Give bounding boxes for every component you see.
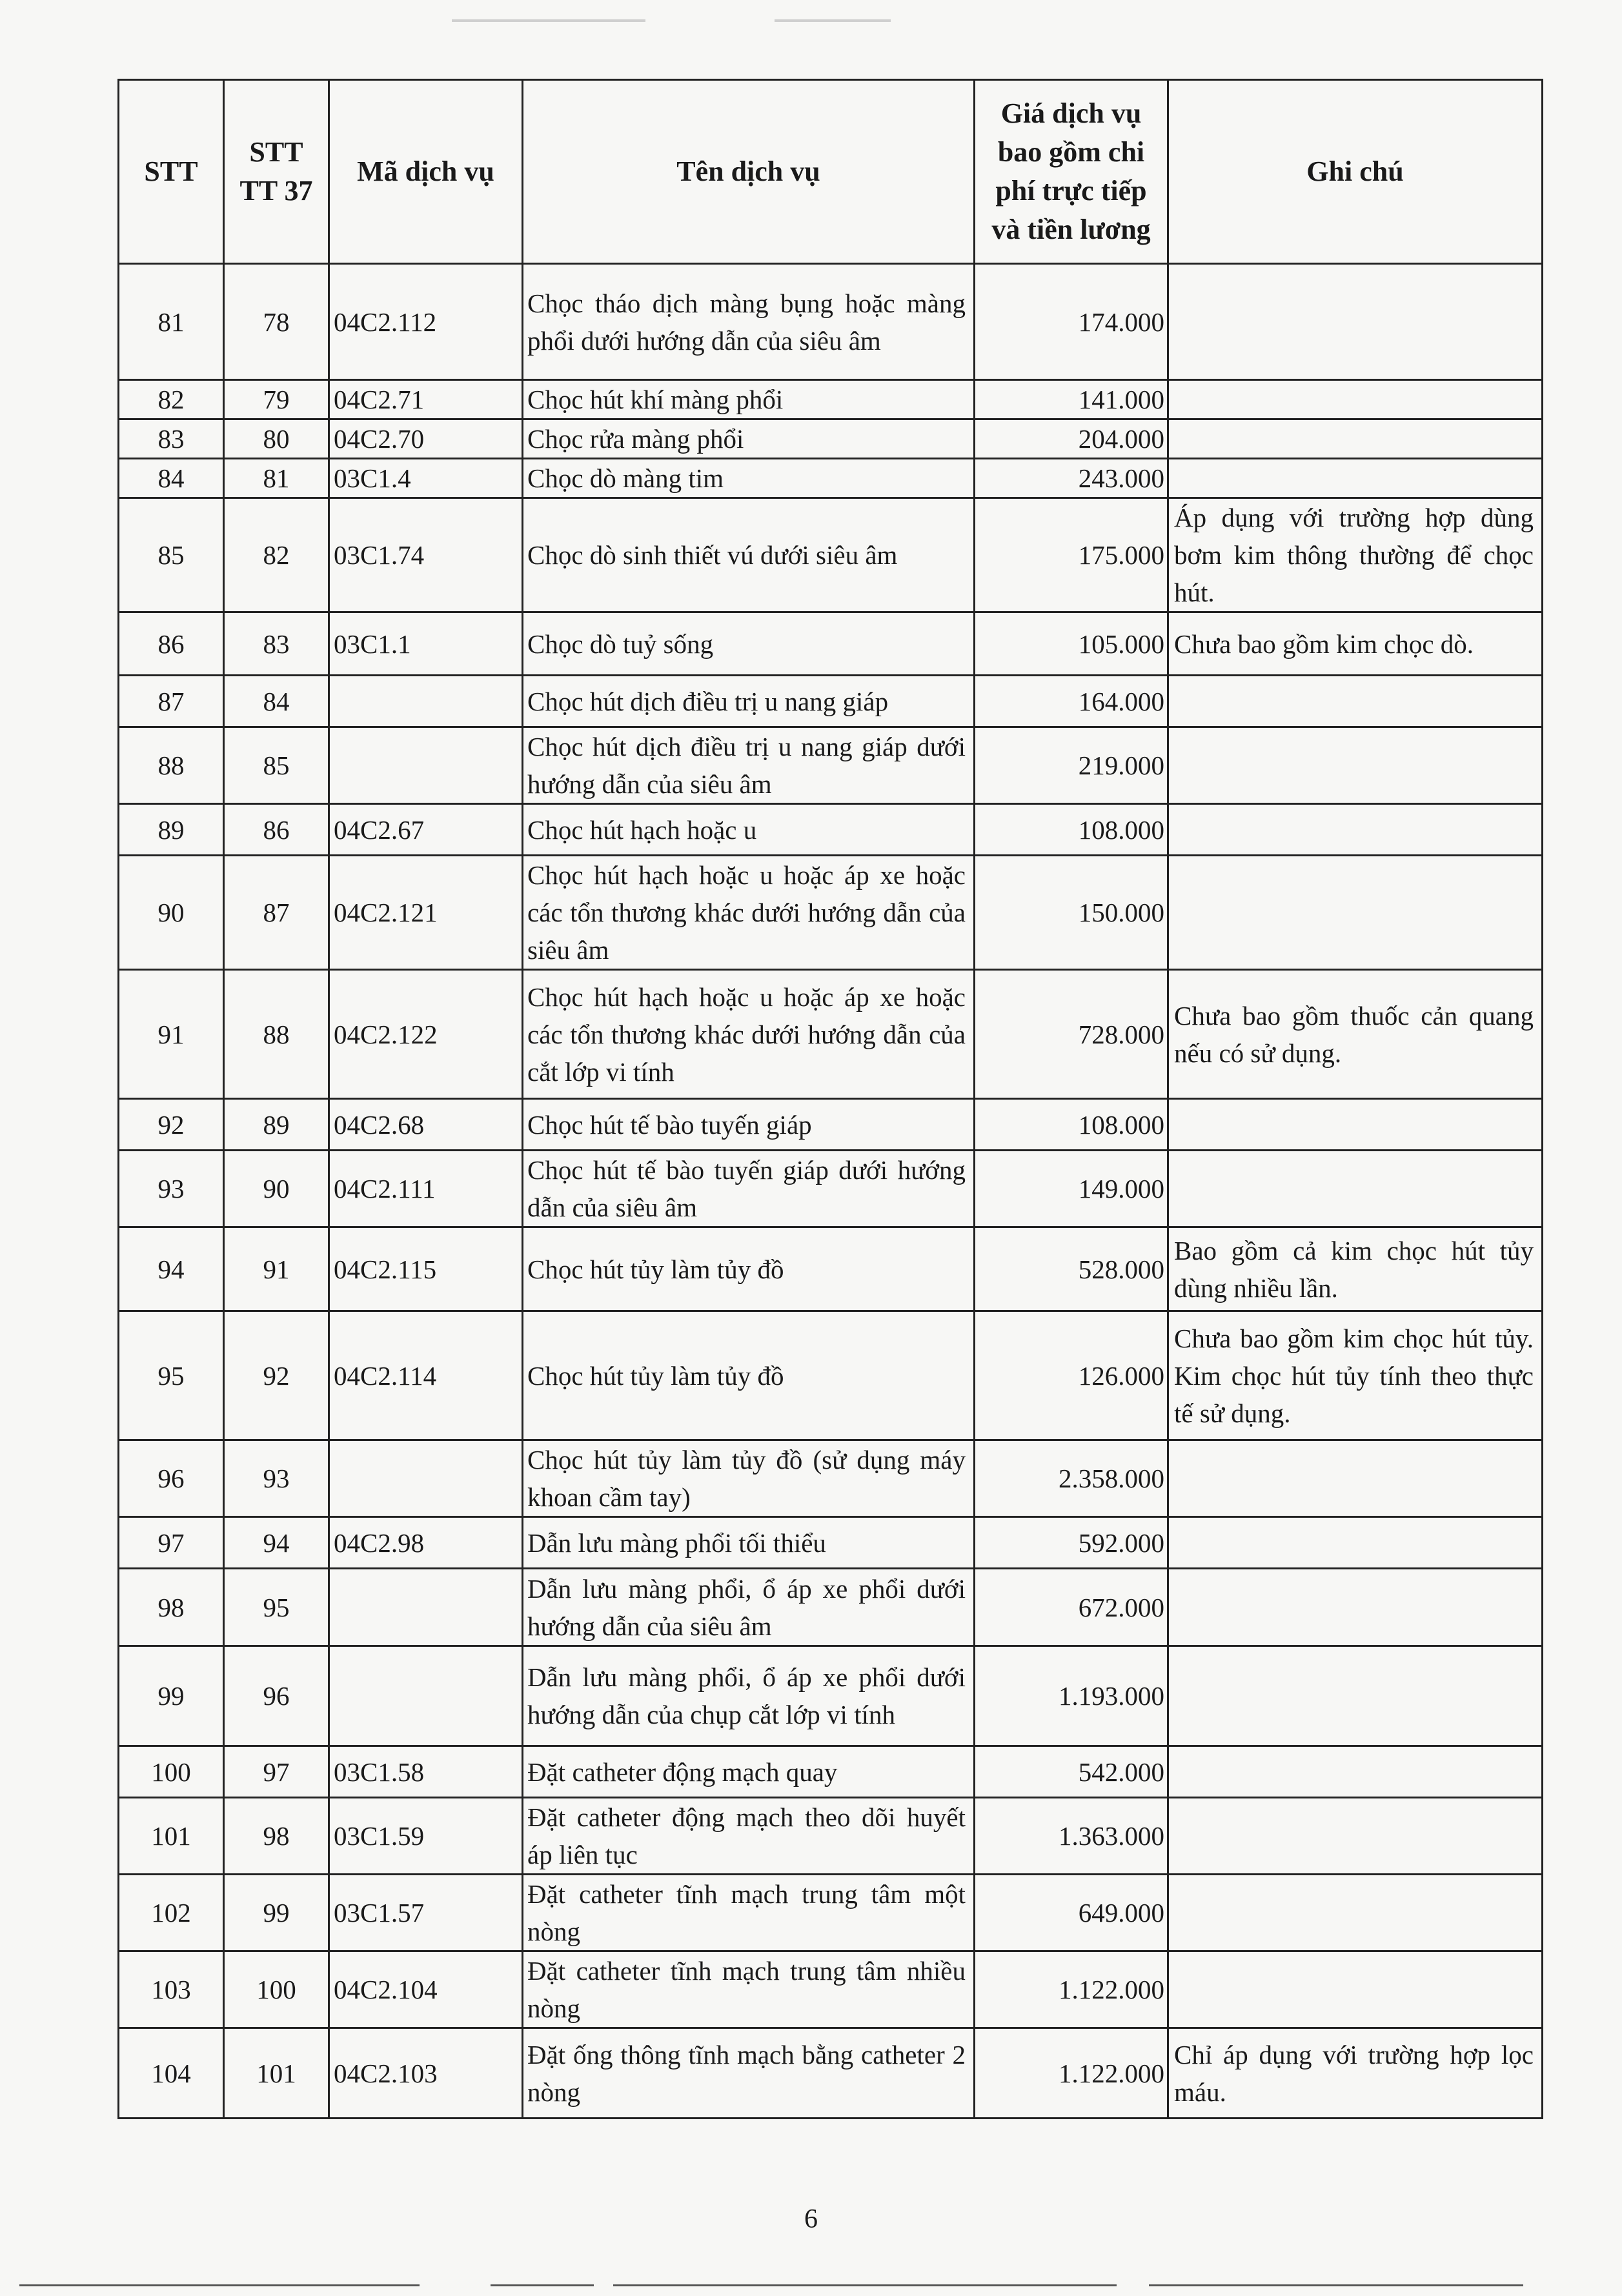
header-price: Giá dịch vụ bao gồm chi phí trực tiếp và tiền lương xyxy=(975,80,1168,264)
cell-stt-tt37: 96 xyxy=(224,1646,329,1746)
cell-price: 243.000 xyxy=(975,459,1168,498)
cell-price: 108.000 xyxy=(975,1099,1168,1151)
cell-service-name: Dẫn lưu màng phổi, ổ áp xe phổi dưới hướng dẫn của chụp cắt lớp vi tính xyxy=(523,1646,975,1746)
cell-price: 542.000 xyxy=(975,1746,1168,1798)
cell-service-name: Chọc dò sinh thiết vú dưới siêu âm xyxy=(523,498,975,612)
cell-service-code: 03C1.59 xyxy=(329,1798,523,1875)
cell-stt: 96 xyxy=(119,1440,224,1517)
table-row xyxy=(119,1311,1543,1440)
cell-service-name: Chọc hút hạch hoặc u hoặc áp xe hoặc các tổn thương khác dưới hướng dẫn của siêu âm xyxy=(523,856,975,970)
cell-price: 2.358.000 xyxy=(975,1440,1168,1517)
table-row xyxy=(119,1151,1543,1227)
cell-stt: 86 xyxy=(119,612,224,676)
cell-service-code: 04C2.71 xyxy=(329,380,523,419)
table-row xyxy=(119,1746,1543,1798)
cell-service-code: 04C2.112 xyxy=(329,264,523,380)
cell-stt: 95 xyxy=(119,1311,224,1440)
scan-artifact-top xyxy=(452,19,645,22)
footer-rule xyxy=(1149,2284,1523,2286)
table-row xyxy=(119,498,1543,612)
cell-note xyxy=(1168,1746,1543,1798)
cell-service-code xyxy=(329,676,523,727)
table-row xyxy=(119,380,1543,419)
cell-stt: 81 xyxy=(119,264,224,380)
cell-service-code: 04C2.67 xyxy=(329,804,523,856)
cell-service-name: Chọc hút tế bào tuyến giáp dưới hướng dẫn của siêu âm xyxy=(523,1151,975,1227)
cell-note xyxy=(1168,804,1543,856)
table-row xyxy=(119,2028,1543,2119)
cell-service-name: Chọc hút hạch hoặc u xyxy=(523,804,975,856)
cell-service-name: Chọc hút khí màng phổi xyxy=(523,380,975,419)
cell-price: 105.000 xyxy=(975,612,1168,676)
header-stt: STT xyxy=(119,80,224,264)
cell-note xyxy=(1168,1569,1543,1646)
table-row xyxy=(119,459,1543,498)
cell-note xyxy=(1168,419,1543,459)
cell-price: 150.000 xyxy=(975,856,1168,970)
table-row xyxy=(119,1646,1543,1746)
cell-price: 1.193.000 xyxy=(975,1646,1168,1746)
cell-note xyxy=(1168,1646,1543,1746)
cell-stt-tt37: 98 xyxy=(224,1798,329,1875)
header-service-name: Tên dịch vụ xyxy=(523,80,975,264)
cell-stt: 93 xyxy=(119,1151,224,1227)
cell-service-code: 04C2.111 xyxy=(329,1151,523,1227)
cell-note xyxy=(1168,856,1543,970)
cell-service-name: Chọc dò màng tim xyxy=(523,459,975,498)
cell-note xyxy=(1168,676,1543,727)
table-row xyxy=(119,970,1543,1099)
table-row xyxy=(119,1440,1543,1517)
cell-stt-tt37: 99 xyxy=(224,1875,329,1951)
cell-stt-tt37: 93 xyxy=(224,1440,329,1517)
cell-stt-tt37: 81 xyxy=(224,459,329,498)
cell-service-code: 04C2.115 xyxy=(329,1227,523,1311)
cell-price: 728.000 xyxy=(975,970,1168,1099)
cell-service-code: 04C2.114 xyxy=(329,1311,523,1440)
cell-note xyxy=(1168,1798,1543,1875)
cell-stt: 92 xyxy=(119,1099,224,1151)
cell-price: 1.363.000 xyxy=(975,1798,1168,1875)
table-row xyxy=(119,1099,1543,1151)
cell-service-name: Đặt ống thông tĩnh mạch bằng catheter 2 nòng xyxy=(523,2028,975,2119)
cell-stt: 90 xyxy=(119,856,224,970)
cell-stt: 82 xyxy=(119,380,224,419)
scan-artifact-top xyxy=(775,19,891,22)
cell-service-code: 04C2.98 xyxy=(329,1517,523,1569)
cell-service-code: 04C2.68 xyxy=(329,1099,523,1151)
cell-stt: 101 xyxy=(119,1798,224,1875)
table-row xyxy=(119,1798,1543,1875)
cell-service-code: 03C1.57 xyxy=(329,1875,523,1951)
cell-stt-tt37: 92 xyxy=(224,1311,329,1440)
cell-service-name: Đặt catheter tĩnh mạch trung tâm một nòng xyxy=(523,1875,975,1951)
table-row xyxy=(119,727,1543,804)
cell-note: Bao gồm cả kim chọc hút tủy dùng nhiều lần. xyxy=(1168,1227,1543,1311)
cell-service-code xyxy=(329,1440,523,1517)
cell-price: 126.000 xyxy=(975,1311,1168,1440)
cell-service-name: Chọc hút tủy làm tủy đồ xyxy=(523,1311,975,1440)
footer-rule xyxy=(491,2284,594,2286)
cell-stt-tt37: 82 xyxy=(224,498,329,612)
cell-note: Chưa bao gồm kim chọc hút tủy. Kim chọc hút tủy tính theo thực tế sử dụng. xyxy=(1168,1311,1543,1440)
cell-stt-tt37: 100 xyxy=(224,1951,329,2028)
cell-stt-tt37: 90 xyxy=(224,1151,329,1227)
cell-note xyxy=(1168,1951,1543,2028)
cell-price: 174.000 xyxy=(975,264,1168,380)
cell-note: Áp dụng với trường hợp dùng bơm kim thông thường để chọc hút. xyxy=(1168,498,1543,612)
page-number: 6 xyxy=(804,2204,818,2234)
cell-stt: 88 xyxy=(119,727,224,804)
cell-stt: 98 xyxy=(119,1569,224,1646)
cell-note: Chỉ áp dụng với trường hợp lọc máu. xyxy=(1168,2028,1543,2119)
cell-service-name: Đặt catheter động mạch theo dõi huyết áp liên tục xyxy=(523,1798,975,1875)
cell-service-name: Chọc hút tủy làm tủy đồ (sử dụng máy khoan cầm tay) xyxy=(523,1440,975,1517)
cell-service-code xyxy=(329,727,523,804)
cell-service-name: Dẫn lưu màng phổi, ổ áp xe phổi dưới hướng dẫn của siêu âm xyxy=(523,1569,975,1646)
cell-service-code: 04C2.121 xyxy=(329,856,523,970)
cell-service-name: Chọc hút tủy làm tủy đồ xyxy=(523,1227,975,1311)
cell-service-name: Chọc rửa màng phổi xyxy=(523,419,975,459)
cell-service-name: Chọc dò tuỷ sống xyxy=(523,612,975,676)
cell-stt-tt37: 101 xyxy=(224,2028,329,2119)
footer-rule xyxy=(613,2284,1117,2286)
cell-price: 149.000 xyxy=(975,1151,1168,1227)
cell-price: 164.000 xyxy=(975,676,1168,727)
cell-stt-tt37: 97 xyxy=(224,1746,329,1798)
cell-service-code: 03C1.4 xyxy=(329,459,523,498)
cell-stt: 99 xyxy=(119,1646,224,1746)
cell-stt: 87 xyxy=(119,676,224,727)
cell-stt-tt37: 95 xyxy=(224,1569,329,1646)
cell-service-code: 04C2.103 xyxy=(329,2028,523,2119)
cell-service-name: Chọc hút dịch điều trị u nang giáp dưới hướng dẫn của siêu âm xyxy=(523,727,975,804)
cell-stt-tt37: 85 xyxy=(224,727,329,804)
cell-service-name: Chọc hút dịch điều trị u nang giáp xyxy=(523,676,975,727)
cell-stt: 85 xyxy=(119,498,224,612)
header-note: Ghi chú xyxy=(1168,80,1543,264)
cell-price: 649.000 xyxy=(975,1875,1168,1951)
cell-stt-tt37: 94 xyxy=(224,1517,329,1569)
cell-service-code: 04C2.104 xyxy=(329,1951,523,2028)
cell-service-name: Chọc hút tế bào tuyến giáp xyxy=(523,1099,975,1151)
cell-price: 204.000 xyxy=(975,419,1168,459)
cell-price: 141.000 xyxy=(975,380,1168,419)
table-row xyxy=(119,856,1543,970)
header-stt-tt37: STT TT 37 xyxy=(224,80,329,264)
cell-stt-tt37: 87 xyxy=(224,856,329,970)
cell-note xyxy=(1168,264,1543,380)
cell-stt: 104 xyxy=(119,2028,224,2119)
cell-service-code xyxy=(329,1646,523,1746)
cell-service-name: Dẫn lưu màng phổi tối thiểu xyxy=(523,1517,975,1569)
cell-stt-tt37: 83 xyxy=(224,612,329,676)
table-row xyxy=(119,676,1543,727)
table-row xyxy=(119,1517,1543,1569)
cell-service-name: Chọc tháo dịch màng bụng hoặc màng phổi dưới hướng dẫn của siêu âm xyxy=(523,264,975,380)
cell-service-name: Chọc hút hạch hoặc u hoặc áp xe hoặc các tổn thương khác dưới hướng dẫn của cắt lớp vi tính xyxy=(523,970,975,1099)
table-row xyxy=(119,804,1543,856)
cell-stt-tt37: 89 xyxy=(224,1099,329,1151)
table-header-row xyxy=(119,80,1543,264)
cell-note: Chưa bao gồm kim chọc dò. xyxy=(1168,612,1543,676)
footer-rule xyxy=(19,2284,420,2286)
table-row xyxy=(119,1875,1543,1951)
cell-stt: 83 xyxy=(119,419,224,459)
cell-stt-tt37: 91 xyxy=(224,1227,329,1311)
cell-service-name: Đặt catheter tĩnh mạch trung tâm nhiều nòng xyxy=(523,1951,975,2028)
cell-note xyxy=(1168,1440,1543,1517)
table-row xyxy=(119,612,1543,676)
cell-price: 1.122.000 xyxy=(975,2028,1168,2119)
cell-stt: 91 xyxy=(119,970,224,1099)
cell-stt: 103 xyxy=(119,1951,224,2028)
cell-service-code: 04C2.122 xyxy=(329,970,523,1099)
cell-service-code: 03C1.1 xyxy=(329,612,523,676)
cell-stt: 84 xyxy=(119,459,224,498)
cell-price: 175.000 xyxy=(975,498,1168,612)
cell-price: 592.000 xyxy=(975,1517,1168,1569)
cell-note xyxy=(1168,1875,1543,1951)
cell-note xyxy=(1168,1099,1543,1151)
cell-stt: 100 xyxy=(119,1746,224,1798)
cell-price: 1.122.000 xyxy=(975,1951,1168,2028)
cell-price: 108.000 xyxy=(975,804,1168,856)
cell-stt-tt37: 78 xyxy=(224,264,329,380)
cell-stt: 94 xyxy=(119,1227,224,1311)
header-service-code: Mã dịch vụ xyxy=(329,80,523,264)
cell-stt-tt37: 80 xyxy=(224,419,329,459)
cell-stt: 97 xyxy=(119,1517,224,1569)
cell-note xyxy=(1168,1517,1543,1569)
service-price-table xyxy=(117,79,1543,2119)
table-body xyxy=(119,264,1543,2119)
cell-price: 219.000 xyxy=(975,727,1168,804)
cell-service-code xyxy=(329,1569,523,1646)
table-row xyxy=(119,264,1543,380)
cell-service-code: 03C1.74 xyxy=(329,498,523,612)
cell-stt-tt37: 86 xyxy=(224,804,329,856)
cell-stt: 89 xyxy=(119,804,224,856)
cell-service-code: 03C1.58 xyxy=(329,1746,523,1798)
cell-note xyxy=(1168,1151,1543,1227)
cell-service-name: Đặt catheter động mạch quay xyxy=(523,1746,975,1798)
cell-stt-tt37: 84 xyxy=(224,676,329,727)
table-row xyxy=(119,1227,1543,1311)
cell-note xyxy=(1168,459,1543,498)
cell-stt-tt37: 88 xyxy=(224,970,329,1099)
cell-service-code: 04C2.70 xyxy=(329,419,523,459)
cell-stt: 102 xyxy=(119,1875,224,1951)
table-row xyxy=(119,1951,1543,2028)
table-row xyxy=(119,419,1543,459)
cell-stt-tt37: 79 xyxy=(224,380,329,419)
cell-price: 528.000 xyxy=(975,1227,1168,1311)
cell-price: 672.000 xyxy=(975,1569,1168,1646)
cell-note: Chưa bao gồm thuốc cản quang nếu có sử dụng. xyxy=(1168,970,1543,1099)
cell-note xyxy=(1168,727,1543,804)
table-row xyxy=(119,1569,1543,1646)
cell-note xyxy=(1168,380,1543,419)
